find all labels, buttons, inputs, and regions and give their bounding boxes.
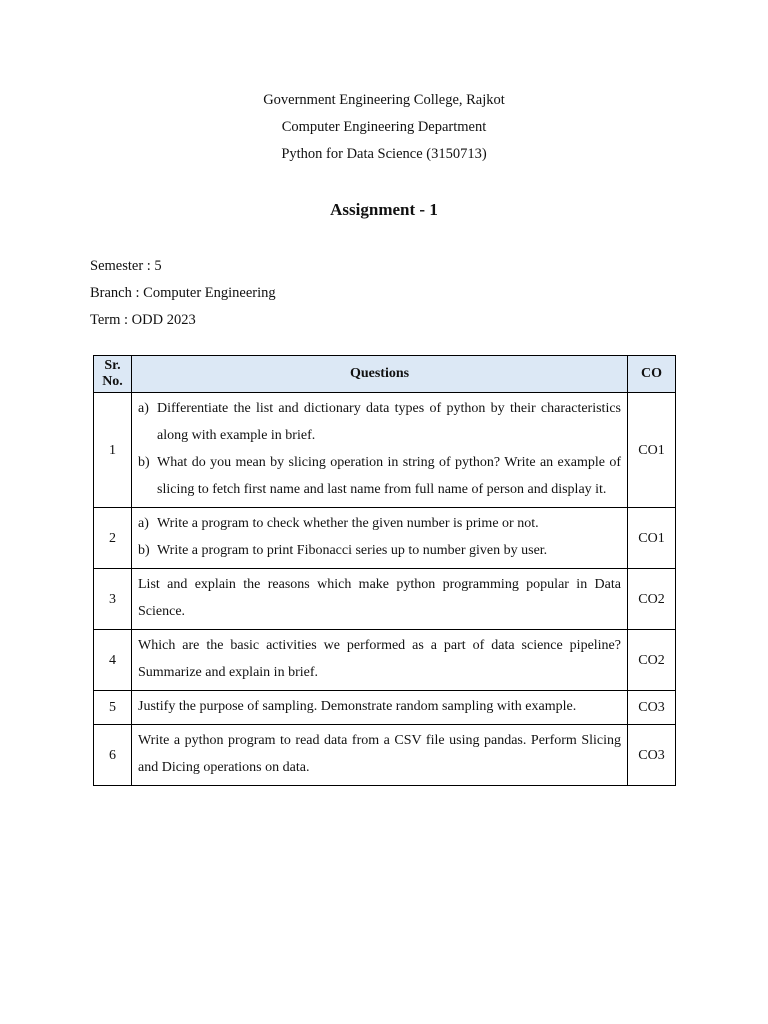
row-sr-no: 4 bbox=[94, 630, 132, 691]
item-label: b) bbox=[138, 543, 150, 558]
row-sr-no: 5 bbox=[94, 691, 132, 725]
row-sr-no: 2 bbox=[94, 508, 132, 569]
item-text: Write a program to print Fibonacci series up to number given by user. bbox=[157, 543, 548, 558]
table-row bbox=[94, 691, 676, 725]
row-question bbox=[132, 508, 628, 569]
questions-table bbox=[93, 355, 676, 786]
row-question bbox=[132, 393, 628, 508]
table-header-row bbox=[94, 356, 676, 393]
header-sr-no: Sr. No. bbox=[94, 356, 132, 393]
row-co: CO1 bbox=[628, 393, 676, 508]
row-question: Which are the basic activities we performed as a part of data science pipeline? Summarize and explain in brief. bbox=[132, 630, 628, 691]
assignment-title: Assignment - 1 bbox=[330, 200, 438, 219]
row-sr-no: 3 bbox=[94, 569, 132, 630]
header-questions: Questions bbox=[132, 356, 628, 393]
item-label: a) bbox=[138, 516, 149, 531]
row-sr-no: 6 bbox=[94, 725, 132, 786]
row-question: Write a python program to read data from a CSV file using pandas. Perform Slicing and Dicing operations on data. bbox=[132, 725, 628, 786]
item-text: Differentiate the list and dictionary data types of python by their characteristics along with example in brief. bbox=[157, 401, 621, 443]
row-co: CO3 bbox=[628, 691, 676, 725]
table-row bbox=[94, 508, 676, 569]
term-line: Term : ODD 2023 bbox=[90, 312, 196, 328]
row-co: CO3 bbox=[628, 725, 676, 786]
table-row bbox=[94, 569, 676, 630]
department-name: Computer Engineering Department bbox=[281, 119, 487, 135]
table-row bbox=[94, 630, 676, 691]
item-label: a) bbox=[138, 401, 149, 416]
item-text: Write a program to check whether the given number is prime or not. bbox=[157, 516, 539, 531]
question-item bbox=[138, 395, 621, 449]
college-name: Government Engineering College, Rajkot bbox=[263, 92, 505, 108]
row-co: CO2 bbox=[628, 569, 676, 630]
question-item bbox=[138, 510, 621, 537]
row-question: List and explain the reasons which make python programming popular in Data Science. bbox=[132, 569, 628, 630]
header-co: CO bbox=[628, 356, 676, 393]
question-item bbox=[138, 537, 621, 564]
semester-line: Semester : 5 bbox=[90, 258, 162, 274]
row-co: CO2 bbox=[628, 630, 676, 691]
table-row bbox=[94, 393, 676, 508]
item-text: What do you mean by slicing operation in string of python? Write an example of slicing to fetch first name and last name from full name of person and display it. bbox=[157, 455, 621, 497]
row-co: CO1 bbox=[628, 508, 676, 569]
branch-line: Branch : Computer Engineering bbox=[90, 285, 276, 301]
table-row bbox=[94, 725, 676, 786]
item-label: b) bbox=[138, 455, 150, 470]
row-sr-no: 1 bbox=[94, 393, 132, 508]
subject-name: Python for Data Science (3150713) bbox=[281, 146, 487, 162]
question-item bbox=[138, 449, 621, 503]
row-question: Justify the purpose of sampling. Demonstrate random sampling with example. bbox=[132, 691, 628, 725]
